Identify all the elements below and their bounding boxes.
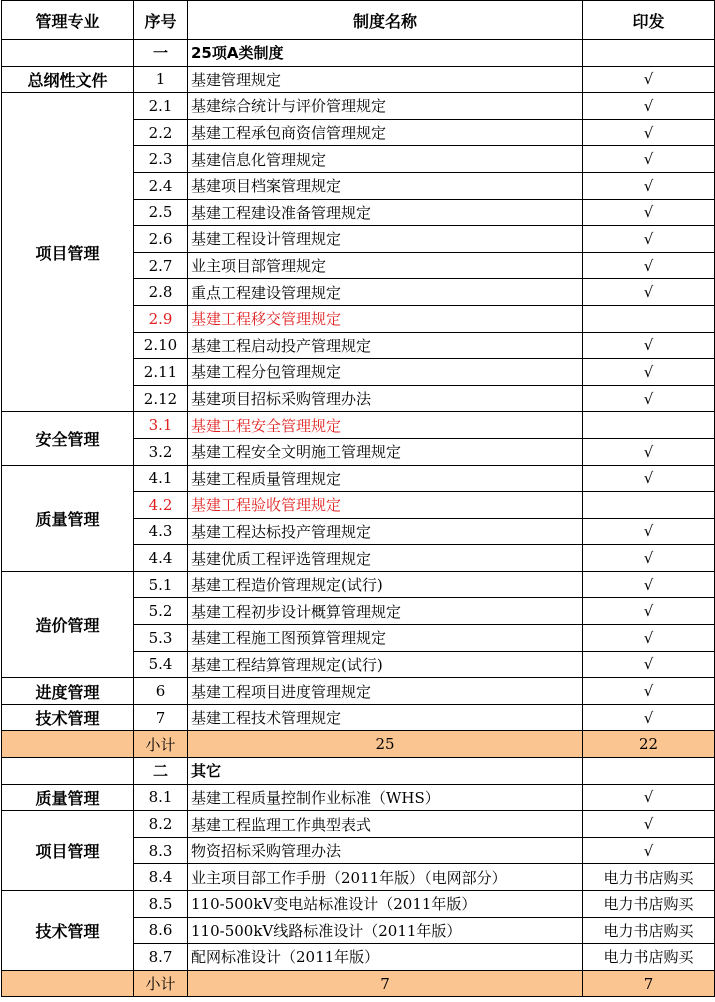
row-issued (583, 412, 715, 439)
row-name: 基建工程设计管理规定 (188, 226, 583, 253)
section-category-cell (2, 40, 134, 67)
row-name: 基建工程安全文明施工管理规定 (188, 438, 583, 465)
row-name: 基建工程移交管理规定 (188, 305, 583, 332)
regulations-table (1, 0, 715, 997)
row-number: 2.11 (134, 359, 188, 386)
row-issued: √ (583, 66, 715, 93)
category-cell: 质量管理 (2, 784, 134, 811)
row-name: 基建工程技术管理规定 (188, 704, 583, 731)
row-issued: √ (583, 571, 715, 598)
row-name: 基建工程承包商资信管理规定 (188, 119, 583, 146)
section-number: 一 (134, 40, 188, 67)
category-cell: 进度管理 (2, 678, 134, 705)
section-title: 25项A类制度 (188, 40, 583, 67)
row-name: 基建优质工程评选管理规定 (188, 545, 583, 572)
row-name: 基建工程造价管理规定(试行) (188, 571, 583, 598)
row-number: 8.7 (134, 944, 188, 971)
row-number: 4.1 (134, 465, 188, 492)
row-name: 基建工程施工图预算管理规定 (188, 625, 583, 652)
row-issued: √ (583, 598, 715, 625)
row-number: 2.8 (134, 279, 188, 306)
row-name: 基建工程分包管理规定 (188, 359, 583, 386)
row-number: 4.2 (134, 492, 188, 519)
row-name: 基建工程质量控制作业标准（WHS） (188, 784, 583, 811)
row-issued: √ (583, 119, 715, 146)
row-name: 业主项目部工作手册（2011年版）（电网部分） (188, 864, 583, 891)
row-name: 基建项目档案管理规定 (188, 172, 583, 199)
row-number: 8.6 (134, 917, 188, 944)
row-number: 2.10 (134, 332, 188, 359)
table-row (2, 784, 715, 811)
row-number: 3.2 (134, 438, 188, 465)
row-name: 基建工程启动投产管理规定 (188, 332, 583, 359)
row-issued: √ (583, 811, 715, 838)
row-number: 2.9 (134, 305, 188, 332)
row-issued: 电力书店购买 (583, 891, 715, 918)
subtotal-row (2, 731, 715, 758)
row-name: 基建工程质量管理规定 (188, 465, 583, 492)
row-issued: √ (583, 172, 715, 199)
row-name: 基建项目招标采购管理办法 (188, 385, 583, 412)
row-name: 基建信息化管理规定 (188, 146, 583, 173)
header-category: 管理专业 (2, 1, 134, 40)
header-number: 序号 (134, 1, 188, 40)
row-number: 8.1 (134, 784, 188, 811)
category-cell: 总纲性文件 (2, 66, 134, 93)
subtotal-label: 小计 (134, 731, 188, 758)
category-cell: 技术管理 (2, 704, 134, 731)
row-issued: √ (583, 252, 715, 279)
section-category-cell (2, 758, 134, 785)
subtotal-category-cell (2, 731, 134, 758)
table-row (2, 891, 715, 918)
row-name: 基建工程达标投产管理规定 (188, 518, 583, 545)
category-cell: 质量管理 (2, 465, 134, 571)
row-name: 基建综合统计与评价管理规定 (188, 93, 583, 120)
row-number: 2.1 (134, 93, 188, 120)
table-row (2, 66, 715, 93)
row-number: 4.4 (134, 545, 188, 572)
row-number: 1 (134, 66, 188, 93)
row-number: 2.7 (134, 252, 188, 279)
row-issued: 电力书店购买 (583, 944, 715, 971)
row-number: 2.5 (134, 199, 188, 226)
row-name: 重点工程建设管理规定 (188, 279, 583, 306)
row-issued: √ (583, 226, 715, 253)
subtotal-row (2, 970, 715, 997)
section-row (2, 40, 715, 67)
row-issued: √ (583, 279, 715, 306)
header-name: 制度名称 (188, 1, 583, 40)
row-number: 2.6 (134, 226, 188, 253)
row-issued: √ (583, 651, 715, 678)
row-issued: √ (583, 837, 715, 864)
subtotal-issued: 22 (583, 731, 715, 758)
row-issued: √ (583, 704, 715, 731)
table-row (2, 571, 715, 598)
row-number: 2.3 (134, 146, 188, 173)
row-issued: √ (583, 625, 715, 652)
row-name: 基建工程安全管理规定 (188, 412, 583, 439)
row-issued: √ (583, 359, 715, 386)
row-issued: √ (583, 199, 715, 226)
category-cell: 安全管理 (2, 412, 134, 465)
row-name: 基建工程建设准备管理规定 (188, 199, 583, 226)
section-issued-cell (583, 758, 715, 785)
header-issued: 印发 (583, 1, 715, 40)
row-name: 110-500kV线路标准设计（2011年版） (188, 917, 583, 944)
table-row (2, 412, 715, 439)
row-name: 基建工程项目进度管理规定 (188, 678, 583, 705)
row-name: 物资招标采购管理办法 (188, 837, 583, 864)
row-number: 8.4 (134, 864, 188, 891)
subtotal-label: 小计 (134, 970, 188, 997)
row-issued: √ (583, 93, 715, 120)
section-issued-cell (583, 40, 715, 67)
table-row (2, 678, 715, 705)
subtotal-count: 25 (188, 731, 583, 758)
table-row (2, 704, 715, 731)
row-name: 基建工程监理工作典型表式 (188, 811, 583, 838)
row-number: 5.1 (134, 571, 188, 598)
row-number: 3.1 (134, 412, 188, 439)
category-cell: 技术管理 (2, 891, 134, 971)
row-issued: √ (583, 545, 715, 572)
row-name: 基建工程初步设计概算管理规定 (188, 598, 583, 625)
row-number: 8.3 (134, 837, 188, 864)
row-issued: √ (583, 465, 715, 492)
row-issued: √ (583, 678, 715, 705)
row-number: 4.3 (134, 518, 188, 545)
header-row (2, 1, 715, 40)
row-name: 配网标准设计（2011年版） (188, 944, 583, 971)
row-issued (583, 305, 715, 332)
row-number: 2.4 (134, 172, 188, 199)
row-number: 2.2 (134, 119, 188, 146)
row-issued: √ (583, 784, 715, 811)
row-issued: 电力书店购买 (583, 864, 715, 891)
row-issued: √ (583, 385, 715, 412)
row-name: 基建工程验收管理规定 (188, 492, 583, 519)
category-cell: 项目管理 (2, 93, 134, 412)
row-name: 业主项目部管理规定 (188, 252, 583, 279)
category-cell: 造价管理 (2, 571, 134, 677)
subtotal-issued: 7 (583, 970, 715, 997)
row-number: 5.2 (134, 598, 188, 625)
section-title: 其它 (188, 758, 583, 785)
section-number: 二 (134, 758, 188, 785)
category-cell: 项目管理 (2, 811, 134, 891)
section-row (2, 758, 715, 785)
table-row (2, 465, 715, 492)
row-issued: √ (583, 438, 715, 465)
subtotal-count: 7 (188, 970, 583, 997)
row-number: 2.12 (134, 385, 188, 412)
row-issued: √ (583, 332, 715, 359)
row-issued: √ (583, 518, 715, 545)
row-issued (583, 492, 715, 519)
row-number: 8.5 (134, 891, 188, 918)
row-name: 110-500kV变电站标准设计（2011年版） (188, 891, 583, 918)
table-body (2, 40, 715, 997)
row-number: 7 (134, 704, 188, 731)
row-name: 基建工程结算管理规定(试行) (188, 651, 583, 678)
table-row (2, 93, 715, 120)
row-issued: 电力书店购买 (583, 917, 715, 944)
row-number: 8.2 (134, 811, 188, 838)
row-issued: √ (583, 146, 715, 173)
row-number: 6 (134, 678, 188, 705)
row-name: 基建管理规定 (188, 66, 583, 93)
table-row (2, 811, 715, 838)
subtotal-category-cell (2, 970, 134, 997)
row-number: 5.3 (134, 625, 188, 652)
row-number: 5.4 (134, 651, 188, 678)
